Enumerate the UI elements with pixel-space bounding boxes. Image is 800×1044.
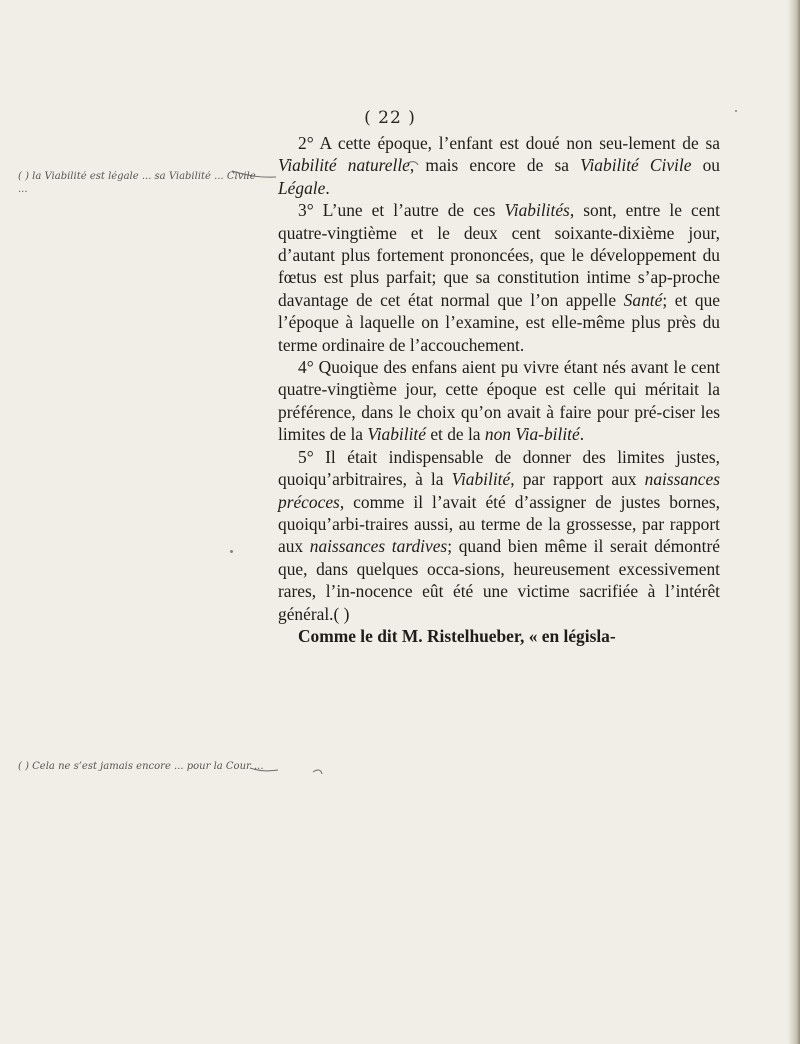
page-number: ( 22 ) — [364, 108, 416, 128]
paragraph-3: 3° L’une et l’autre de ces Viabilités, sont, entre le cent quatre-vingtième et le deux cent soixante-dixième jour, d’autant plus fortement prononcées, que le développement du fœtus est plus parfait; que sa constitution intime s’ap-proche davantage de cet état normal que l’on appelle Santé; et que l’époque à laquelle on l’examine, est elle-même plus près du terme ordinaire de l’accouchement. — [278, 200, 721, 355]
paragraph-2: 2° A cette époque, l’enfant est doué non seu-lement de sa Viabilité naturelle, mais encore de sa Viabilité Civile ou Légale. — [278, 133, 720, 198]
page-edge — [788, 0, 800, 1044]
paragraph-5: 5° Il était indispensable de donner des limites justes, quoiqu’arbitraires, à la Viabilité, par rapport aux naissances précoces, comme il l’avait été d’assigner de justes bornes, quoiqu’arbi-traires aussi, au terme de la grossesse, par rapport aux naissances tardives; quand bien même il serait démontré que, dans quelques occa-sions, heureusement excessivement rares, l’in-nocence eût été une victime sacrifiée à l’intérêt général.( ) — [278, 446, 720, 624]
pencil-bracket-1 — [408, 162, 418, 165]
paragraph-6: Comme le dit M. Ristelhueber, « en législa- — [298, 625, 616, 646]
handwritten-note-bottom: ( ) Cela ne s’est jamais encore ... pour la Cour ... — [18, 761, 264, 772]
pencil-stroke-2 — [250, 768, 278, 771]
paragraph-4: 4° Quoique des enfans aient pu vivre étant nés avant le cent quatre-vingtième jour, cette époque est celle qui méritait la préférence, dans le choix qu’on avait à faire pour pré-ciser les limites de la Viabilité et de la non Via-bilité. — [278, 357, 720, 445]
pencil-stroke-1 — [232, 171, 276, 177]
speck — [230, 550, 233, 553]
pencil-bracket-2 — [313, 770, 322, 774]
speck — [735, 110, 737, 112]
handwritten-note-top: ( ) la Viabilité est légale ... sa Viabilité ... Civile ... — [18, 171, 256, 195]
